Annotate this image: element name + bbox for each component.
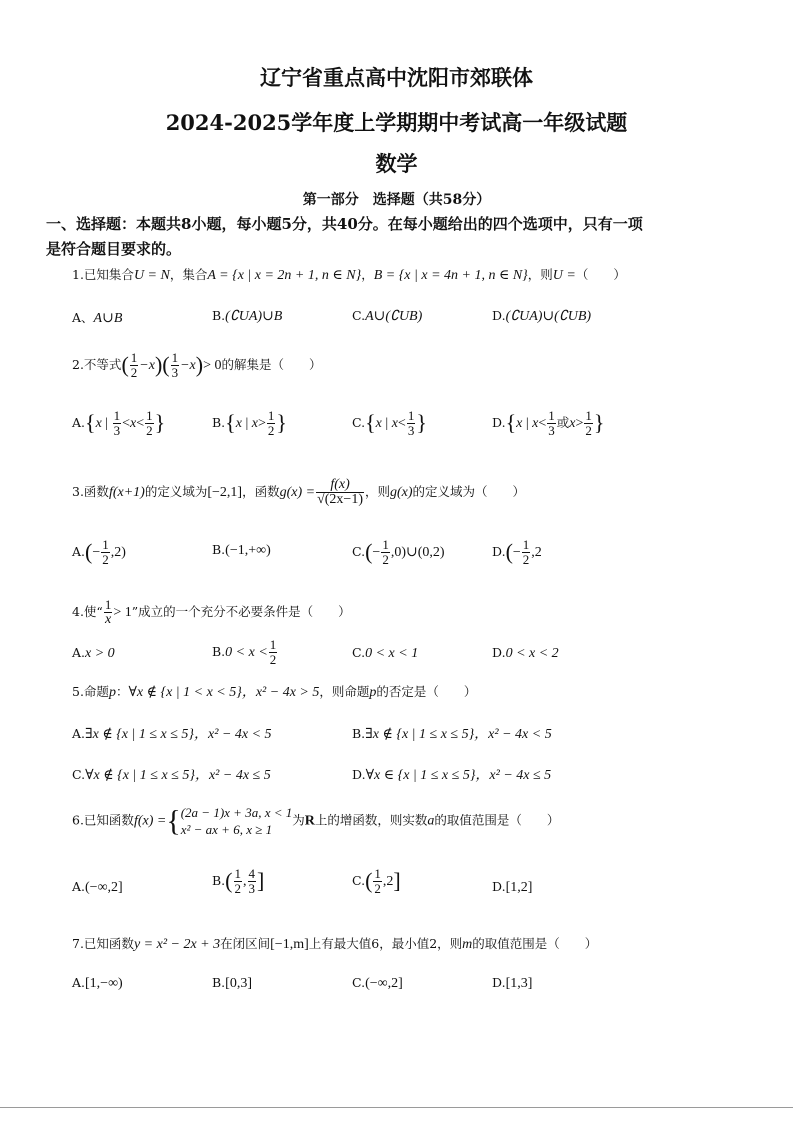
q1-option-c: C.A∪(∁UB): [352, 308, 423, 324]
question-3: 3.函数f(x+1)的定义域为[−2,1]，函数g(x) = $\frac{f(x)}{√(2x-1)}$ ，则g(x)的定义域为（ ）: [72, 477, 526, 507]
q5-option-c: C.∀x ∉ {x | 1 ≤ x ≤ 5}，x² − 4x ≤ 5: [72, 767, 271, 783]
q3-option-c: C.(− $\frac{1}{2}$ ,0)∪(0,2): [352, 537, 445, 567]
q7-option-c: C.(−∞,2]: [352, 975, 403, 991]
q3-option-b: B.(−1,+∞): [212, 542, 271, 558]
q5-option-a: A.∃x ∉ {x | 1 ≤ x ≤ 5}，x² − 4x < 5: [72, 726, 272, 742]
school-title: 辽宁省重点高中沈阳市郊联体: [260, 65, 533, 90]
q2-option-d: D.{x | x< $\frac{1}{3}$ 或x> $\frac{1}{2}$ }: [492, 408, 605, 438]
question-4: 4.使“ $\frac{1}{x}$ > 1”成立的一个充分不必要条件是（ ）: [72, 597, 351, 627]
q6-option-d: D.[1,2]: [492, 879, 533, 895]
q3-option-a: A.(− $\frac{1}{2}$ ,2): [72, 537, 126, 567]
question-6: 6.已知函数f(x) ={ (2a − 1)x + 3a, x < 1 x² − ax + 6, x ≥ 1 为R上的增函数，则实数a的取值范围是（ ）: [72, 804, 560, 838]
q4-option-b: B.0 < x < $\frac{1}{2}$: [212, 637, 277, 667]
question-1: 1.已知集合U = N，集合A = {x | x = 2n + 1, n ∈ N}，B = {x | x = 4n + 1, n ∈ N}，则U =（ ）: [72, 267, 626, 283]
q5-option-d: D.∀x ∈ {x | 1 ≤ x ≤ 5}，x² − 4x ≤ 5: [352, 767, 552, 783]
page-footer-divider: [0, 1107, 793, 1108]
q5-option-b: B.∃x ∉ {x | 1 ≤ x ≤ 5}，x² − 4x < 5: [352, 726, 552, 742]
q4-option-d: D.0 < x < 2: [492, 645, 559, 661]
subject-title: 数学: [375, 151, 418, 176]
instructions-line1: 一、选择题：本题共8小题，每小题5分，共40分。在每小题给出的四个选项中，只有一项: [46, 215, 643, 233]
question-5: 5.命题p：∀x ∉ {x | 1 < x < 5}，x² − 4x > 5，则命题p的否定是（ ）: [72, 684, 477, 700]
q2-option-a: A.{x | $\frac{1}{3}$ <x< $\frac{1}{2}$ }: [72, 408, 166, 438]
q1-option-a: A、A∪B: [72, 310, 123, 326]
instructions-line2: 是符合题目要求的。: [46, 240, 182, 258]
q7-option-b: B.[0,3]: [212, 975, 252, 991]
q6-option-b: B.( $\frac{1}{2}$ , $\frac{4}{3}$ ]: [212, 866, 265, 896]
q6-option-a: A.(−∞,2]: [72, 879, 123, 895]
q6-option-c: C.( $\frac{1}{2}$ ,2]: [352, 866, 401, 896]
question-2: 2.不等式( $\frac{1}{2}$ −x)( $\frac{1}{3}$ −x)> 0的解集是（ ）: [72, 350, 322, 380]
q1-option-d: D.(∁UA)∪(∁UB): [492, 308, 592, 324]
question-7: 7.已知函数y = x² − 2x + 3在闭区间[−1,m]上有最大值6，最小值2，则m的取值范围是（ ）: [72, 936, 598, 952]
exam-title: 2024-2025学年度上学期期中考试高一年级试题: [165, 110, 628, 135]
q2-option-c: C.{x | x< $\frac{1}{3}$ }: [352, 408, 427, 438]
q7-option-d: D.[1,3]: [492, 975, 533, 991]
q4-option-c: C.0 < x < 1: [352, 645, 419, 661]
q7-option-a: A.[1,−∞): [72, 975, 123, 991]
part1-title: 第一部分 选择题（共58分）: [302, 192, 491, 208]
q4-option-a: A.x > 0: [72, 645, 115, 661]
q2-option-b: B.{x | x> $\frac{1}{2}$ }: [212, 408, 287, 438]
q3-option-d: D.(− $\frac{1}{2}$ ,2: [492, 537, 542, 567]
q1-option-b: B.(∁UA)∪B: [212, 308, 283, 324]
